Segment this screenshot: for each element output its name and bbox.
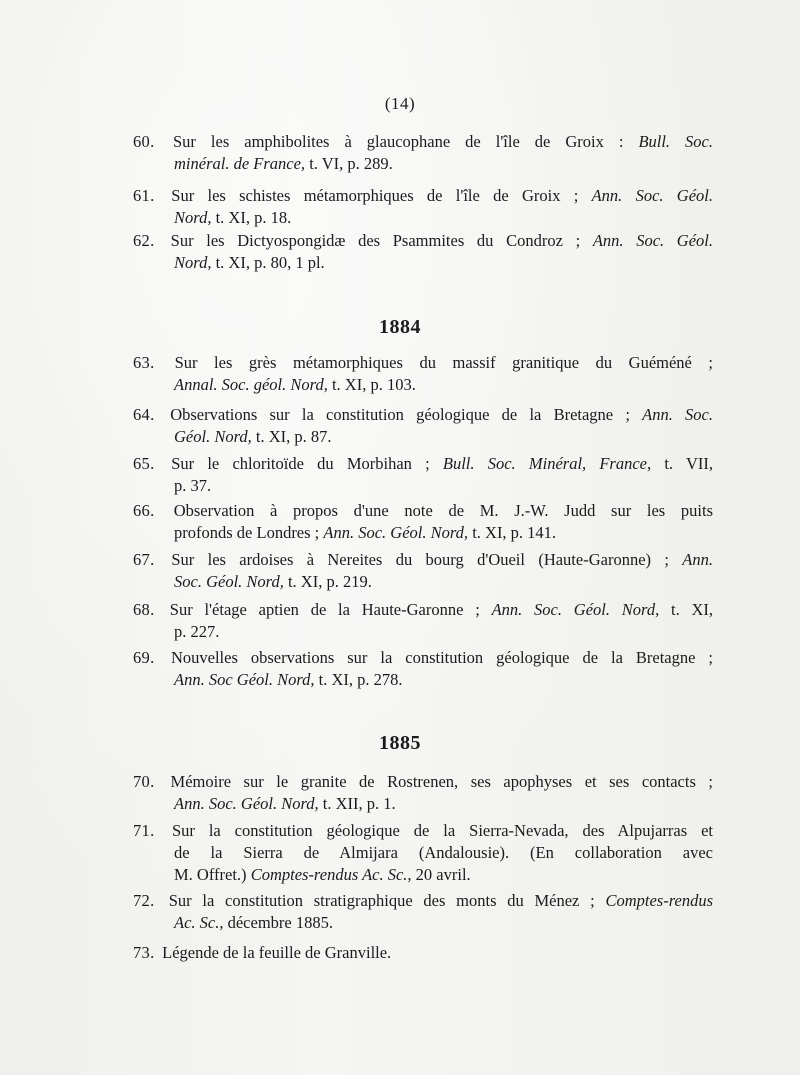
entry-number: 64. xyxy=(133,405,155,424)
entry-first-line: 72. Sur la constitution stratigraphique des monts du Ménez ; Comptes-rendus xyxy=(133,891,714,910)
entry-number: 67. xyxy=(133,550,155,569)
entry-continuation: Ann. Soc. Géol. Nord, t. XII, p. 1. xyxy=(174,794,396,813)
entry-first-line: 69. Nouvelles observations sur la constitution géologique de la Bretagne ; xyxy=(133,648,714,667)
entry-first-line: 61. Sur les schistes métamorphiques de l'île de Groix ; Ann. Soc. Géol. xyxy=(133,186,713,205)
entry-number: 63. xyxy=(133,353,155,372)
entry-number: 66. xyxy=(133,501,155,520)
entry-continuation: Nord, t. XI, p. 18. xyxy=(174,208,292,227)
entry-first-line: 68. Sur l'étage aptien de la Haute-Garonne ; Ann. Soc. Géol. Nord, t. XI, xyxy=(133,600,713,619)
entry-continuation: p. 37. xyxy=(174,476,212,495)
entry-first-line: 60. Sur les amphibolites à glaucophane de l'île de Groix : Bull. Soc. xyxy=(133,132,714,151)
bibliography-entry xyxy=(133,820,713,886)
entry-first-line: 65. Sur le chloritoïde du Morbihan ; Bull. Soc. Minéral, France, t. VII, xyxy=(133,454,713,473)
entry-continuation: Soc. Géol. Nord, t. XI, p. 219. xyxy=(174,572,372,591)
entry-number: 65. xyxy=(133,454,155,473)
entry-continuation: Ann. Soc Géol. Nord, t. XI, p. 278. xyxy=(174,670,403,689)
entry-first-line: 71. Sur la constitution géologique de la Sierra-Nevada, des Alpujarras et xyxy=(133,821,714,840)
bibliography-entry xyxy=(133,890,713,934)
entry-first-line: 67. Sur les ardoises à Nereites du bourg d'Oueil (Haute-Garonne) ; Ann. xyxy=(133,550,714,569)
bibliography-entry xyxy=(133,599,713,643)
bibliography-entry xyxy=(133,549,713,593)
entry-number: 60. xyxy=(133,132,155,151)
entry-continuation: Ac. Sc., décembre 1885. xyxy=(174,913,333,932)
bibliography-entry xyxy=(133,647,713,691)
entry-first-line: 66. Observation à propos d'une note de M. J.-W. Judd sur les puits xyxy=(133,501,713,520)
entry-continuation: de la Sierra de Almijara (Andalousie). (En collaboration avec xyxy=(174,843,713,862)
year-heading: 1885 xyxy=(379,732,421,754)
entry-continuation: minéral. de France, t. VI, p. 289. xyxy=(174,154,393,173)
bibliography-entry xyxy=(133,131,713,175)
entry-first-line: 73. Légende de la feuille de Granville. xyxy=(133,943,392,962)
bibliography-entry xyxy=(133,185,713,229)
bibliography-entry xyxy=(133,500,713,544)
bibliography-entry xyxy=(133,230,713,274)
entry-continuation: p. 227. xyxy=(174,622,220,641)
year-heading: 1884 xyxy=(379,316,421,338)
entry-number: 68. xyxy=(133,600,155,619)
entry-number: 73. xyxy=(133,943,155,962)
entry-number: 71. xyxy=(133,821,155,840)
bibliography-entry xyxy=(133,771,713,815)
entry-number: 62. xyxy=(133,231,155,250)
entry-number: 69. xyxy=(133,648,155,667)
entry-first-line: 63. Sur les grès métamorphiques du massif granitique du Guéméné ; xyxy=(133,353,714,372)
entry-continuation: profonds de Londres ; Ann. Soc. Géol. Nord, t. XI, p. 141. xyxy=(174,523,557,542)
entry-first-line: 64. Observations sur la constitution géologique de la Bretagne ; Ann. Soc. xyxy=(133,405,714,424)
entry-number: 72. xyxy=(133,891,155,910)
entry-first-line: 70. Mémoire sur le granite de Rostrenen, ses apophyses et ses contacts ; xyxy=(133,772,714,791)
entry-number: 61. xyxy=(133,186,155,205)
entry-continuation: M. Offret.) Comptes-rendus Ac. Sc., 20 avril. xyxy=(174,865,471,884)
entry-continuation: Annal. Soc. géol. Nord, t. XI, p. 103. xyxy=(174,375,416,394)
bibliography-entry xyxy=(133,404,713,448)
bibliography-entry xyxy=(133,942,713,964)
entry-number: 70. xyxy=(133,772,155,791)
entry-first-line: 62. Sur les Dictyospongidæ des Psammites du Condroz ; Ann. Soc. Géol. xyxy=(133,231,714,250)
bibliography-entry xyxy=(133,453,713,497)
bibliography-entry xyxy=(133,352,713,396)
entry-continuation: Géol. Nord, t. XI, p. 87. xyxy=(174,427,332,446)
entry-continuation: Nord, t. XI, p. 80, 1 pl. xyxy=(174,253,325,272)
page-number: (14) xyxy=(384,94,416,113)
